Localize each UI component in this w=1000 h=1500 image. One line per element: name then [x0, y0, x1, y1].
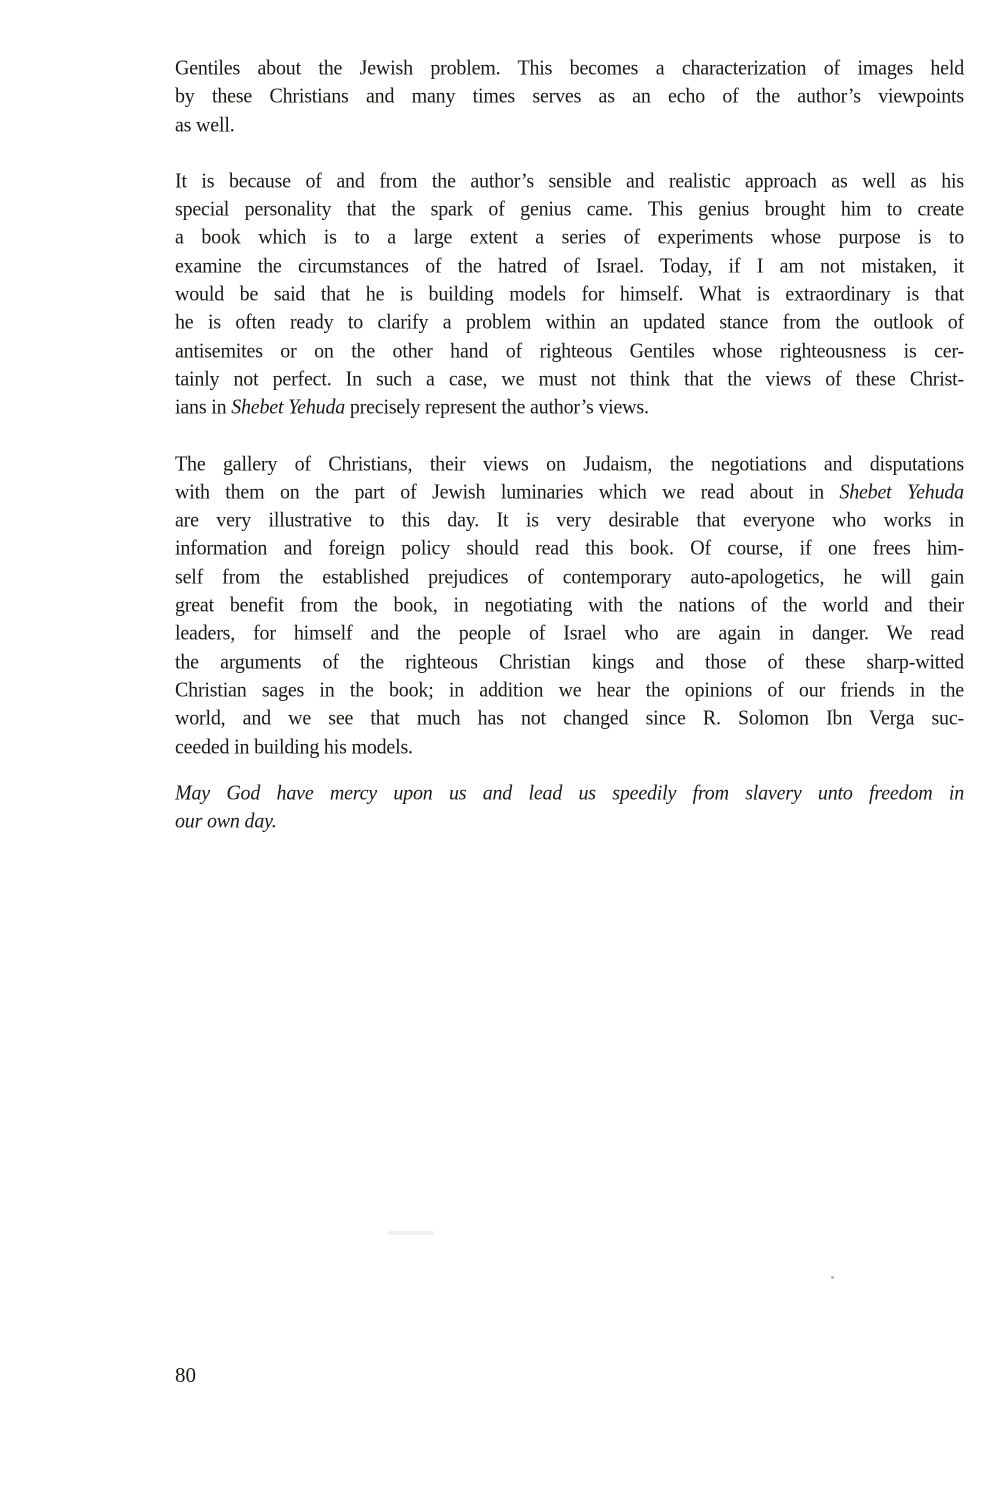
text-run: with them on the part of Jewish luminaries which we read about in [175, 479, 840, 504]
text-run: tainly not perfect. In such a case, we must not think that the views of these Christ- [175, 367, 964, 391]
text-line [175, 590, 964, 621]
text-line [175, 336, 964, 367]
text-line [175, 307, 964, 338]
text-line [175, 109, 964, 140]
page-content [175, 54, 964, 863]
italic-text-run: May God have mercy upon us and lead us speedily from slavery unto freedom in [175, 780, 964, 805]
text-run: information and foreign policy should read this book. Of course, if one frees him- [175, 536, 964, 561]
text-line [175, 53, 964, 84]
paragraph [175, 167, 964, 422]
text-line [175, 279, 964, 310]
text-run: special personality that the spark of genius came. This genius brought him to create [175, 197, 964, 222]
text-run: precisely represent the author’s views. [345, 395, 649, 420]
text-line [175, 166, 964, 197]
text-run: world, and we see that much has not changed since R. Solomon Ibn Verga suc- [175, 706, 964, 731]
italic-text-run: Shebet Yehuda [231, 395, 346, 420]
text-run: leaders, for himself and the people of Israel who are again in danger. We read [175, 621, 964, 646]
text-line [175, 222, 964, 253]
scan-artifact-smudge [388, 1231, 434, 1235]
text-run: Christian sages in the book; in addition we hear the opinions of our friends in the [175, 678, 964, 702]
text-run: The gallery of Christians, their views on Judaism, the negotiations and disputations [175, 451, 964, 476]
text-line [175, 251, 964, 282]
text-line [175, 778, 964, 809]
paragraphs-container [175, 54, 964, 835]
text-line [175, 618, 964, 649]
text-run: examine the circumstances of the hatred of Israel. Today, if I am not mistaken, it [175, 253, 964, 278]
text-line [175, 505, 964, 536]
text-run: he is often ready to clarify a problem within an updated stance from the outlook of [175, 310, 964, 335]
scan-artifact-dot [831, 1276, 834, 1279]
text-line [175, 392, 964, 423]
text-line [175, 703, 964, 734]
text-line [175, 806, 964, 837]
text-line [175, 81, 964, 112]
text-line [175, 448, 964, 479]
text-line [175, 364, 964, 395]
paragraph [175, 54, 964, 139]
paragraph [175, 779, 964, 836]
italic-text-run: our own day. [175, 809, 277, 833]
text-run: a book which is to a large extent a series of experiments whose purpose is to [175, 225, 964, 250]
text-line [175, 477, 964, 508]
text-line [175, 194, 964, 225]
text-run: ceeded in building his models. [175, 734, 413, 759]
text-run: the arguments of the righteous Christian kings and those of these sharp-witted [175, 649, 964, 674]
paragraph [175, 450, 964, 761]
text-run: would be said that he is building models for himself. What is extraordinary is that [175, 282, 964, 306]
text-line [175, 533, 964, 564]
text-run: ians in [175, 395, 232, 420]
text-run: are very illustrative to this day. It is very desirable that everyone who works in [175, 508, 964, 533]
text-run: antisemites or on the other hand of righteous Gentiles whose righteousness is cer- [175, 338, 964, 363]
text-run: great benefit from the book, in negotiating with the nations of the world and their [175, 593, 964, 617]
page-number: 80 [175, 1363, 196, 1387]
text-run: as well. [175, 112, 235, 137]
text-run: It is because of and from the author’s sensible and realistic approach as well as his [175, 168, 964, 193]
text-line [175, 731, 964, 762]
italic-text-run: Shebet Yehuda [839, 479, 964, 504]
text-line [175, 647, 964, 678]
text-run: self from the established prejudices of contemporary auto-apologetics, he will gain [175, 564, 964, 589]
text-line [175, 562, 964, 593]
text-line [175, 675, 964, 706]
text-run: Gentiles about the Jewish problem. This becomes a characterization of images held [175, 56, 964, 80]
text-run: by these Christians and many times serves as an echo of the author’s viewpoints [175, 84, 964, 109]
